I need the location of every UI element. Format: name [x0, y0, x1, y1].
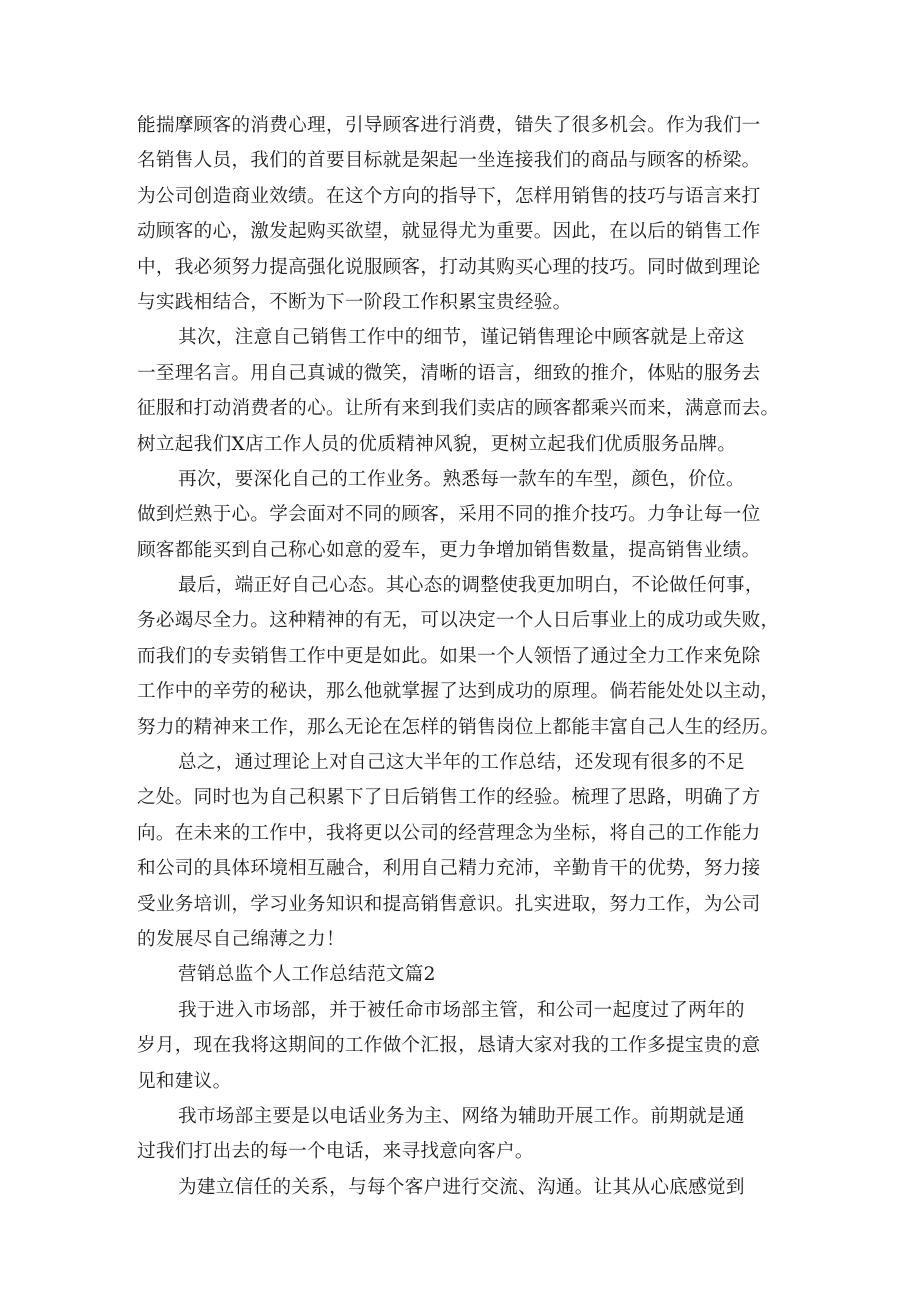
text-line: 最后，端正好自己心态。其心态的调整使我更加明白，不论做任何事， — [178, 575, 764, 597]
text-line: 岁月，现在我将这期间的工作做个汇报，恳请大家对我的工作多提宝贵的意 — [137, 1035, 761, 1057]
text-line: 过我们打出去的每一个电话，来寻找意向客户。 — [137, 1141, 534, 1163]
document-body — [137, 108, 797, 1205]
text-line: 为建立信任的关系，与每个客户进行交流、沟通。让其从心底感觉到 — [178, 1176, 745, 1198]
text-line: 向。在未来的工作中，我将更以公司的经营理念为坐标，将自己的工作能力 — [137, 822, 761, 844]
text-line: 做到烂熟于心。学会面对不同的顾客，采用不同的推介技巧。力争让每一位 — [137, 504, 761, 526]
text-line: 名销售人员，我们的首要目标就是架起一坐连接我们的商品与顾客的桥梁。 — [137, 150, 761, 172]
text-line: 工作中的辛劳的秘诀，那么他就掌握了达到成功的原理。倘若能处处以主动， — [137, 681, 780, 703]
text-line: 树立起我们X店工作人员的优质精神风貌，更树立起我们优质服务品牌。 — [137, 433, 737, 455]
text-line: 能揣摩顾客的消费心理，引导顾客进行消费，错失了很多机会。作为我们一 — [137, 115, 761, 136]
text-line: 见和建议。 — [137, 1070, 232, 1092]
text-line: 动顾客的心，激发起购买欲望，就显得尤为重要。因此，在以后的销售工作 — [137, 221, 761, 243]
text-line: 一至理名言。用自己真诚的微笑，清晰的语言，细致的推介，体贴的服务去 — [137, 362, 761, 384]
text-line: 务必竭尽全力。这种精神的有无，可以决定一个人日后事业上的成功或失败， — [137, 610, 780, 632]
text-line: 中，我必须努力提高强化说服顾客，打动其购买心理的技巧。同时做到理论 — [137, 256, 761, 278]
section-heading: 营销总监个人工作总结范文篇2 — [178, 964, 436, 986]
text-line: 再次，要深化自己的工作业务。熟悉每一款车的车型，颜色，价位。 — [178, 468, 745, 490]
text-line: 顾客都能买到自己称心如意的爱车，更力争增加销售数量，提高销售业绩。 — [137, 539, 761, 561]
text-line: 努力的精神来工作，那么无论在怎样的销售岗位上都能丰富自己人生的经历。 — [137, 716, 780, 738]
text-line: 与实践相结合，不断为下一阶段工作积累宝贵经验。 — [137, 291, 572, 313]
text-line: 为公司创造商业效绩。在这个方向的指导下，怎样用销售的技巧与语言来打 — [137, 185, 761, 207]
text-line: 征服和打动消费者的心。让所有来到我们卖店的顾客都乘兴而来，满意而去。 — [137, 398, 780, 420]
text-line: 之处。同时也为自己积累下了日后销售工作的经验。梳理了思路，明确了方 — [137, 787, 761, 809]
text-line: 其次，注意自己销售工作中的细节，谨记销售理论中顾客就是上帝这 — [178, 327, 745, 349]
text-line: 和公司的具体环境相互融合，利用自己精力充沛，辛勤肯干的优势，努力接 — [137, 858, 761, 880]
text-line: 总之，通过理论上对自己这大半年的工作总结，还发现有很多的不足 — [178, 752, 745, 774]
text-line: 的发展尽自己绵薄之力！ — [137, 928, 345, 950]
text-line: 我于进入市场部，并于被任命市场部主管，和公司一起度过了两年的 — [178, 999, 745, 1021]
text-line: 而我们的专卖销售工作中更是如此。如果一个人领悟了通过全力工作来免除 — [137, 645, 761, 667]
text-line: 我市场部主要是以电话业务为主、网络为辅助开展工作。前期就是通 — [178, 1105, 745, 1127]
text-line: 受业务培训，学习业务知识和提高销售意识。扎实进取，努力工作，为公司 — [137, 893, 761, 915]
